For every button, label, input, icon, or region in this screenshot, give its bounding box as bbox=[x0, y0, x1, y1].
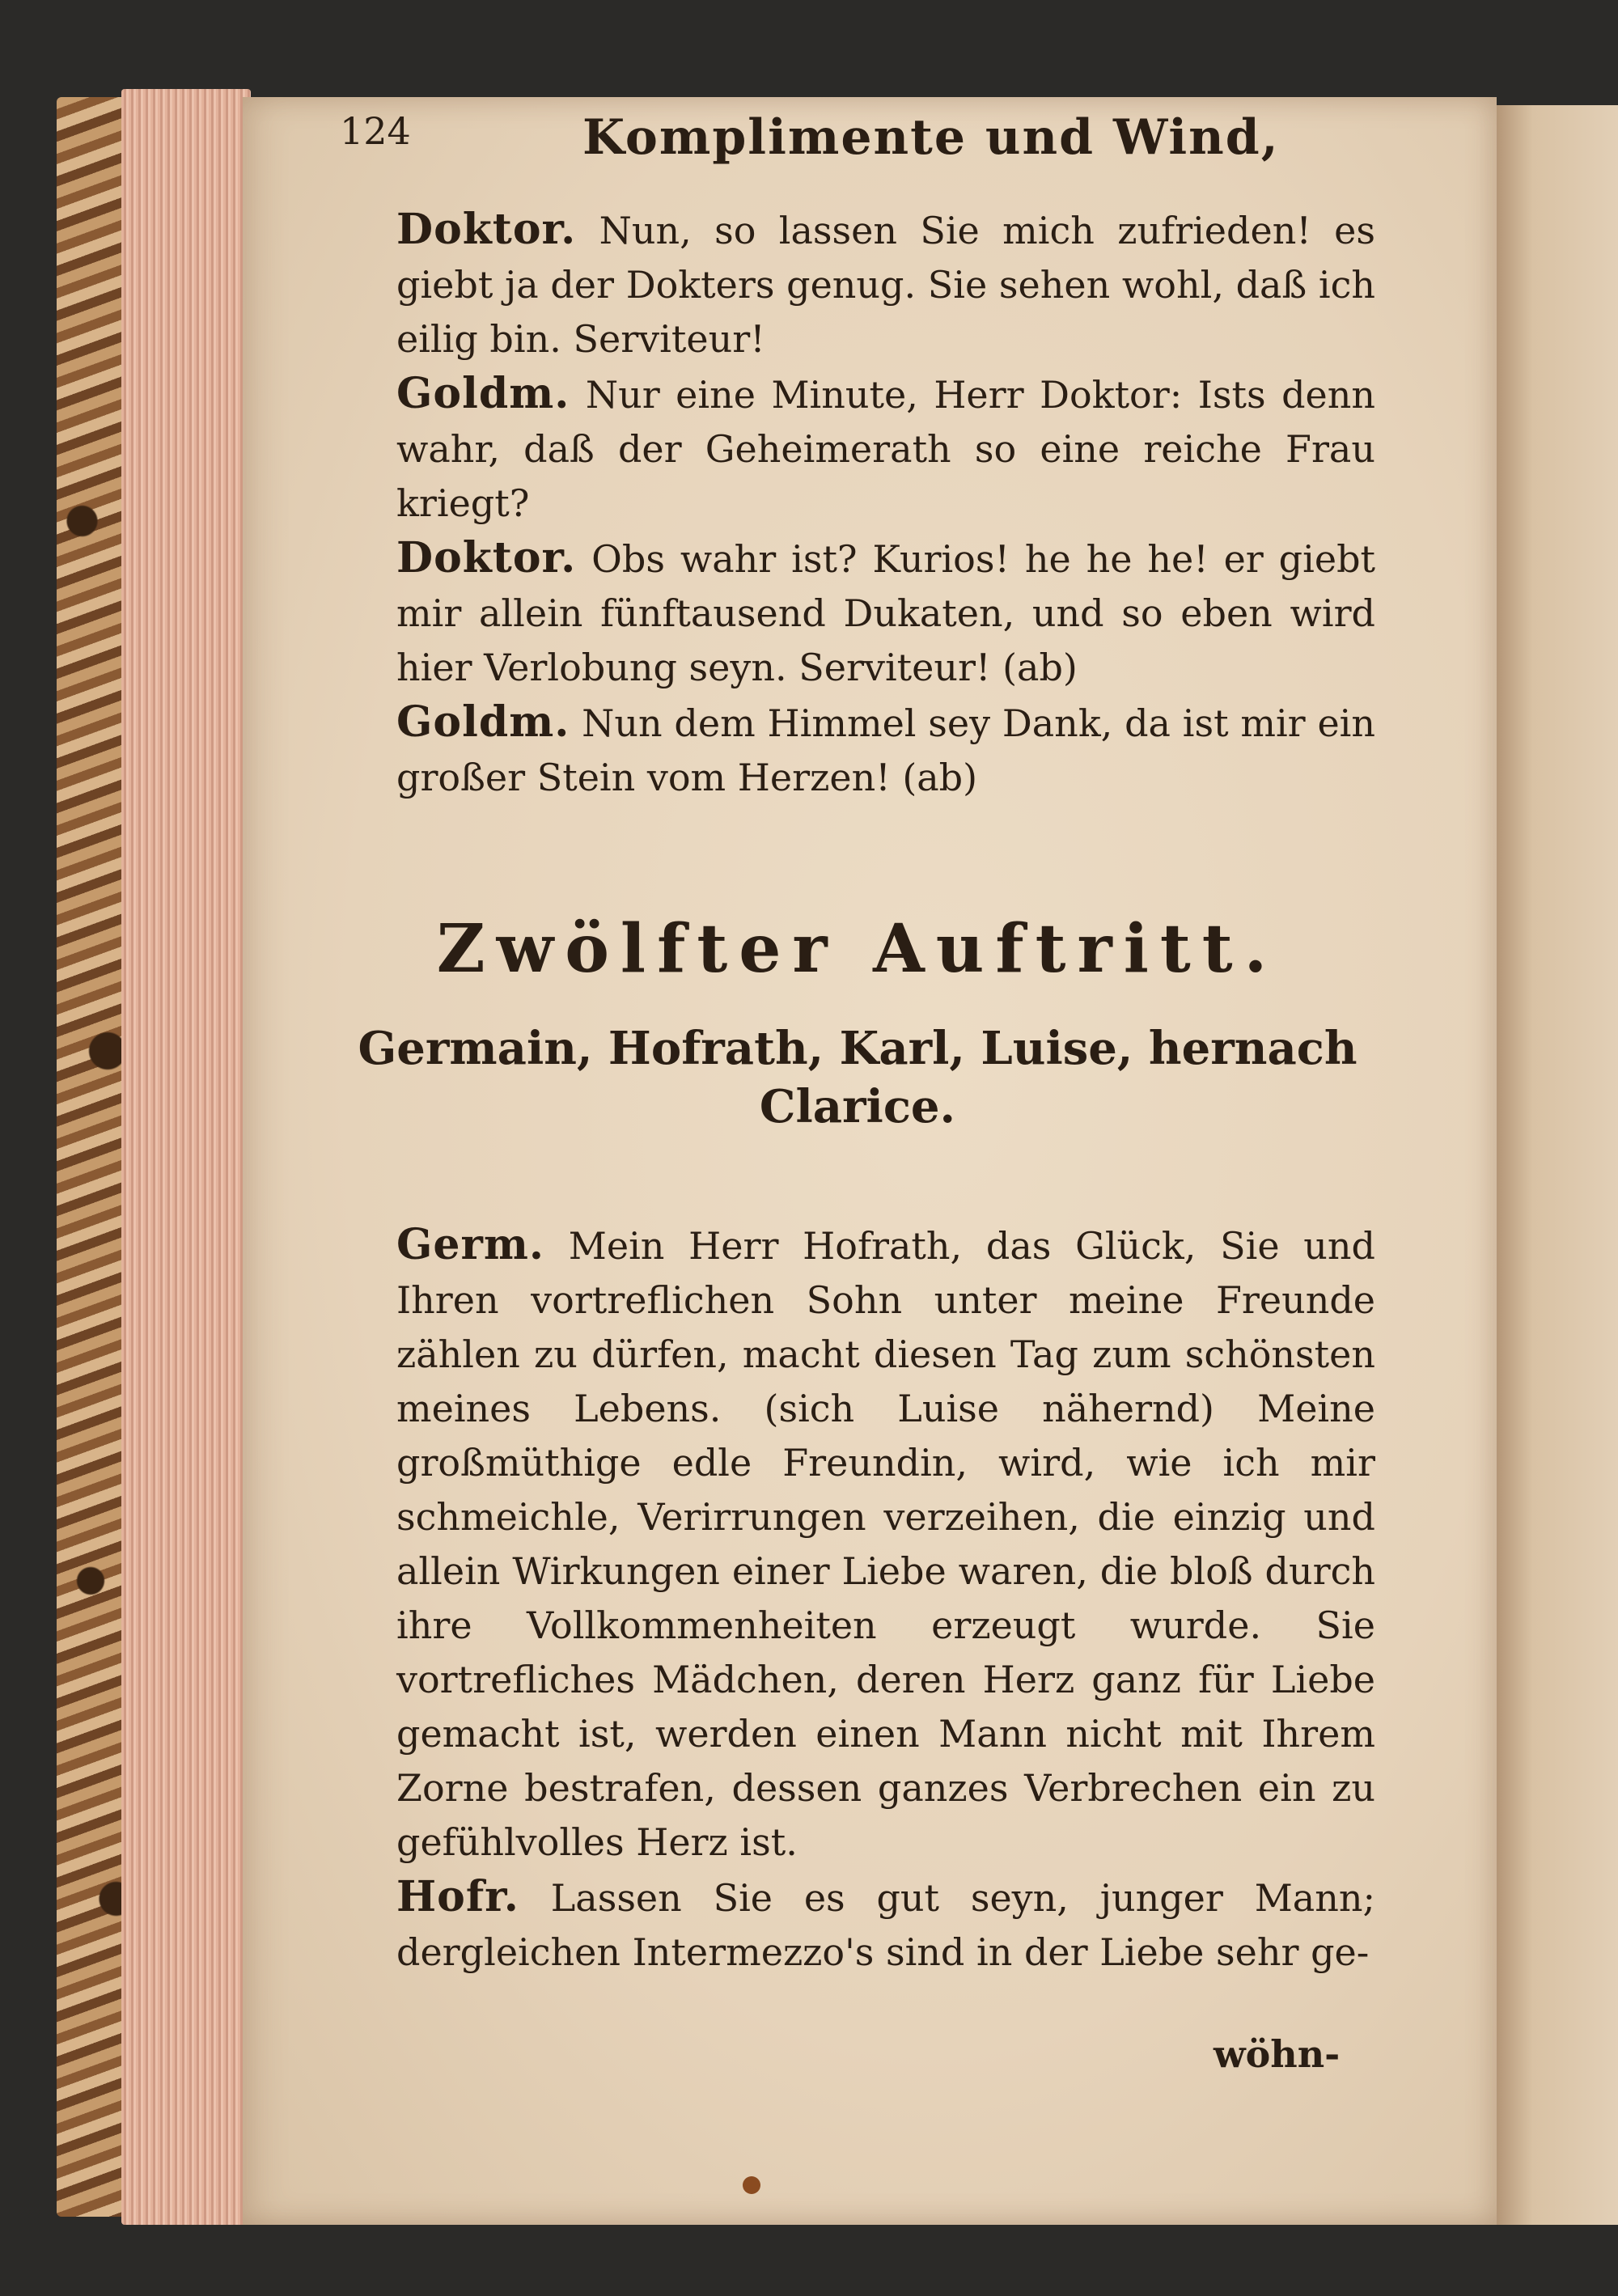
dialogue-text: Lassen Sie es gut seyn, junger Mann; dergleichen Intermezzo's sind in der Liebe sehr ge- bbox=[396, 1876, 1375, 1974]
speaker-name: Hofr. bbox=[396, 1872, 519, 1921]
dialogue-paragraph bbox=[340, 1870, 1375, 1980]
dialogue-text: Obs wahr ist? Kurios! he he he! er giebt mir allein fünftausend Dukaten, und so eben wird hier Verlobung seyn. Serviteur! (ab) bbox=[396, 537, 1375, 689]
speaker-name: Doktor. bbox=[396, 205, 577, 254]
page-number: 124 bbox=[340, 109, 411, 153]
dialogue-text: Nun, so lassen Sie mich zufrieden! es giebt ja der Dokters genug. Sie sehen wohl, daß ich eilig bin. Serviteur! bbox=[396, 209, 1376, 361]
dialogue-text: Nur eine Minute, Herr Doktor: Ists denn wahr, daß der Geheimerath so eine reiche Frau kriegt? bbox=[396, 373, 1375, 525]
dialogue-paragraph bbox=[340, 202, 1375, 366]
dialogue-block-top bbox=[340, 202, 1375, 805]
scene-title: Zwölfter Auftritt. bbox=[436, 910, 1279, 988]
page-stack-edge bbox=[121, 89, 251, 2225]
speaker-name: Doktor. bbox=[396, 533, 577, 582]
cast-list bbox=[340, 1019, 1375, 1136]
dialogue-text: Nun dem Himmel sey Dank, da ist mir ein großer Stein vom Herzen! (ab) bbox=[396, 701, 1375, 799]
dialogue-paragraph bbox=[340, 695, 1375, 805]
cast-line: Germain, Hofrath, Karl, Luise, hernach bbox=[358, 1022, 1358, 1075]
facing-page-edge bbox=[1497, 105, 1618, 2225]
dialogue-paragraph bbox=[340, 1218, 1375, 1870]
cast-line: Clarice. bbox=[759, 1080, 956, 1133]
catchword: wöhn- bbox=[1214, 2032, 1341, 2076]
dialogue-paragraph bbox=[340, 366, 1375, 531]
dialogue-paragraph bbox=[340, 531, 1375, 695]
dialogue-block-bottom bbox=[340, 1218, 1375, 1980]
page-header bbox=[340, 109, 1375, 166]
speaker-name: Germ. bbox=[396, 1220, 545, 1269]
ink-smudge bbox=[743, 2176, 760, 2194]
speaker-name: Goldm. bbox=[396, 697, 570, 747]
dialogue-text: Mein Herr Hofrath, das Glück, Sie und Ihren vortreflichen Sohn unter meine Freunde zählen zu dürfen, macht diesen Tag zum schönsten meines Lebens. (sich Luise nähernd) Meine großmüthige edle Freundin, wird, wie ich mir schmeichle, Verirrungen verzeihen, die einzig und allein Wirkungen einer Liebe waren, die bloß durch ihre Vollkommenheiten erzeugt wurde. Sie vortrefliches Mädchen, deren Herz ganz für Liebe gemacht ist, werden einen Mann nicht mit Ihrem Zorne bestrafen, dessen ganzes Verbrechen ein zu gefühlvolles Herz ist. bbox=[396, 1224, 1375, 1864]
speaker-name: Goldm. bbox=[396, 369, 570, 418]
running-title: Komplimente und Wind, bbox=[582, 109, 1280, 166]
